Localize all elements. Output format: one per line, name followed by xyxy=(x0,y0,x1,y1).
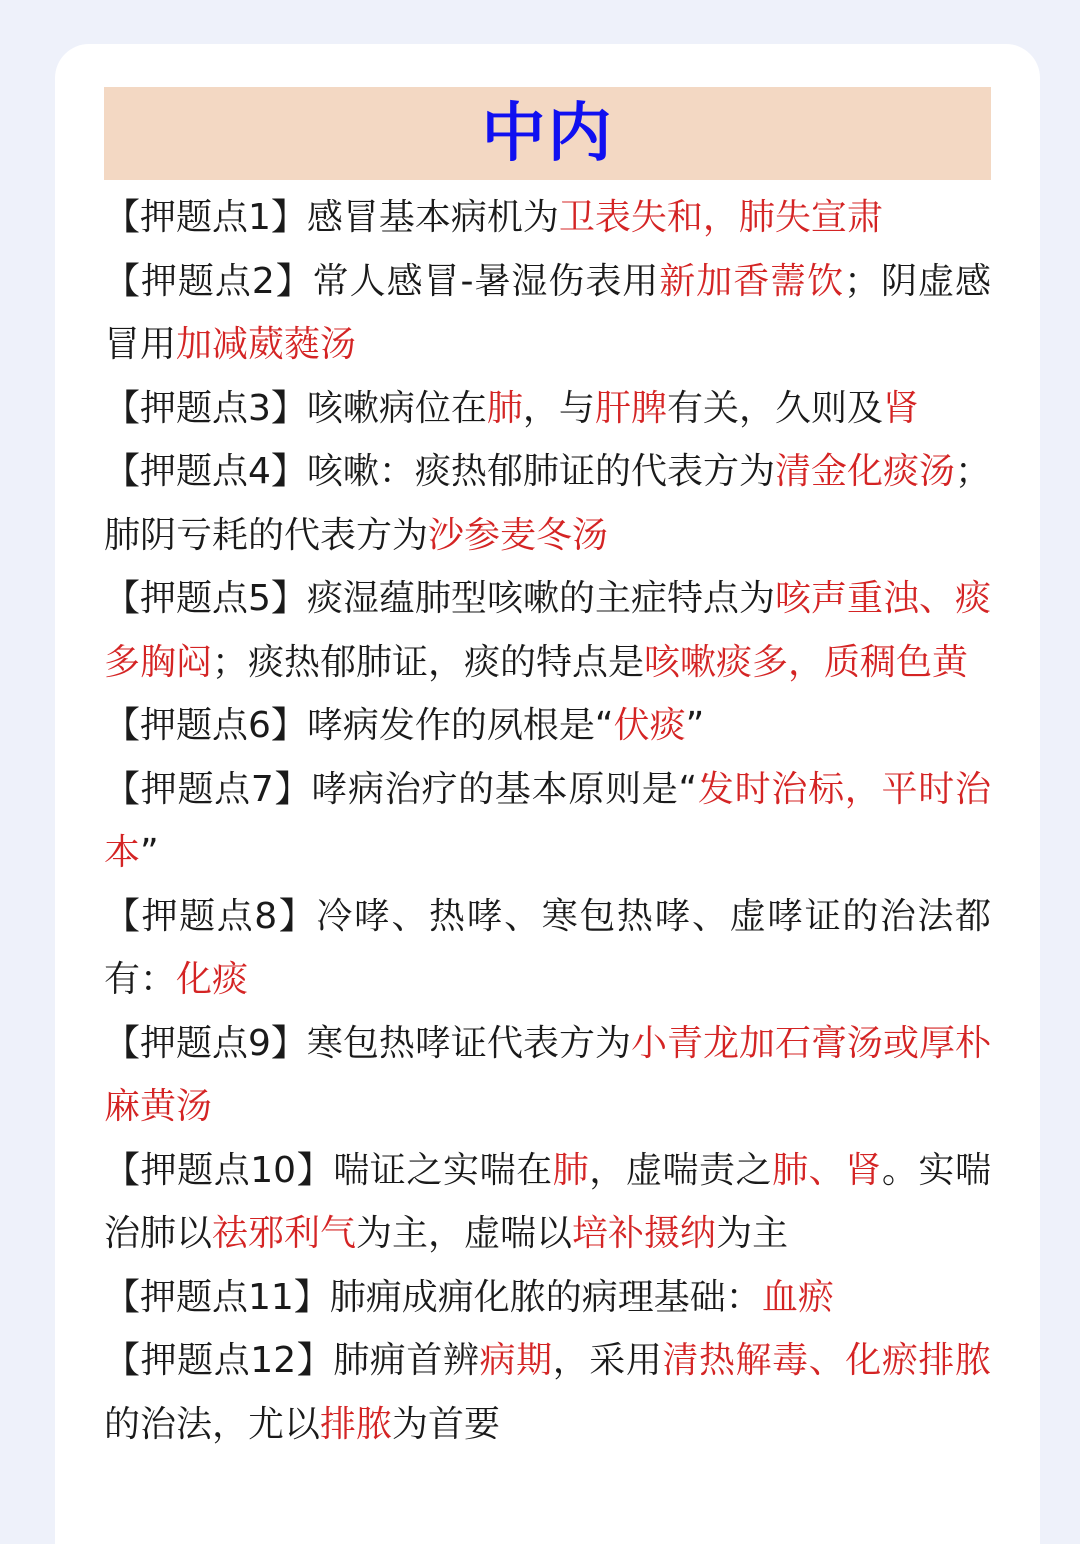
body-text: ，虚喘责之 xyxy=(589,1149,773,1191)
body-text: 【押题点9】寒包热哮证代表方为 xyxy=(104,1022,631,1064)
body-text: 【押题点4】咳嗽：痰热郁肺证的代表方为 xyxy=(104,451,775,492)
body-text: ；肺阴亏耗的代表方为 xyxy=(104,451,991,556)
body-text: 为首要 xyxy=(392,1403,501,1445)
body-text: 【押题点11】肺痈成痈化脓的病理基础： xyxy=(104,1276,762,1318)
key-point-6 xyxy=(104,694,991,758)
highlight-text: 伏痰 xyxy=(613,705,686,746)
highlight-text: 肺 xyxy=(552,1149,590,1191)
page-title: 中内 xyxy=(481,96,614,171)
highlight-text: 肾 xyxy=(882,387,919,429)
highlight-text: 发时治标，平时治本 xyxy=(104,768,991,873)
body-text: ；阴虚感冒用 xyxy=(104,260,991,365)
body-text: ，采用 xyxy=(552,1340,663,1381)
key-point-3 xyxy=(104,377,991,441)
body-text: 为主 xyxy=(716,1213,789,1254)
highlight-text: 血瘀 xyxy=(761,1276,834,1318)
body-text: 【押题点7】哮病治疗的基本原则是“ xyxy=(104,768,698,810)
body-text: ” xyxy=(140,832,159,873)
key-point-8 xyxy=(104,885,991,1012)
body-text: ；痰热郁肺证，痰的特点是 xyxy=(212,641,645,683)
body-text: ” xyxy=(685,705,705,746)
body-text: 【押题点1】感冒基本病机为 xyxy=(104,197,559,238)
highlight-text: 咳嗽痰多，质稠色黄 xyxy=(644,641,969,683)
highlight-text: 沙参麦冬汤 xyxy=(428,514,609,556)
key-point-11 xyxy=(104,1266,991,1330)
highlight-text: 病期 xyxy=(479,1340,553,1381)
highlight-text: 清热解毒、化瘀排脓 xyxy=(662,1340,991,1381)
highlight-text: 排脓 xyxy=(320,1403,393,1445)
highlight-text: 肺、肾 xyxy=(772,1149,882,1191)
body-text: 为主，虚喘以 xyxy=(356,1213,573,1254)
body-text: 。实喘治肺以 xyxy=(104,1149,991,1254)
key-point-2 xyxy=(104,250,991,377)
highlight-text: 化痰 xyxy=(176,959,249,1000)
body-text: 【押题点2】常人感冒-暑湿伤表用 xyxy=(104,260,660,302)
body-text: 有关，久则及 xyxy=(666,387,883,429)
highlight-text: 肺 xyxy=(486,387,523,429)
highlight-text: 祛邪利气 xyxy=(212,1213,357,1254)
body-text: 的治法，尤以 xyxy=(104,1403,321,1445)
highlight-text: 新加香薷饮 xyxy=(659,260,845,302)
key-points-list xyxy=(104,186,991,1456)
body-text: 【押题点10】喘证之实喘在 xyxy=(104,1149,553,1191)
key-point-5 xyxy=(104,567,991,694)
key-point-7 xyxy=(104,758,991,885)
body-text: 【押题点8】冷哮、热哮、寒包热哮、虚哮证的治法都有： xyxy=(104,895,991,1000)
key-point-9 xyxy=(104,1012,991,1139)
body-text: 【押题点5】痰湿蕴肺型咳嗽的主症特点为 xyxy=(104,578,775,619)
key-point-12 xyxy=(104,1329,991,1456)
highlight-text: 小青龙加石膏汤或厚朴麻黄汤 xyxy=(104,1022,991,1127)
highlight-text: 咳声重浊、痰多胸闷 xyxy=(104,578,991,683)
body-text: 【押题点6】哮病发作的夙根是“ xyxy=(104,705,614,746)
body-text: 【押题点12】肺痈首辨 xyxy=(104,1340,480,1381)
key-point-1 xyxy=(104,186,991,250)
highlight-text: 加减葳蕤汤 xyxy=(176,324,357,365)
body-text: 【押题点3】咳嗽病位在 xyxy=(104,387,487,429)
key-point-10 xyxy=(104,1139,991,1266)
highlight-text: 清金化痰汤 xyxy=(774,451,955,492)
title-banner xyxy=(104,87,991,180)
highlight-text: 肝脾 xyxy=(594,387,667,429)
highlight-text: 培补摄纳 xyxy=(572,1213,717,1254)
highlight-text: 卫表失和，肺失宣肃 xyxy=(558,197,883,238)
body-text: ，与 xyxy=(522,387,595,429)
key-point-4 xyxy=(104,440,991,567)
